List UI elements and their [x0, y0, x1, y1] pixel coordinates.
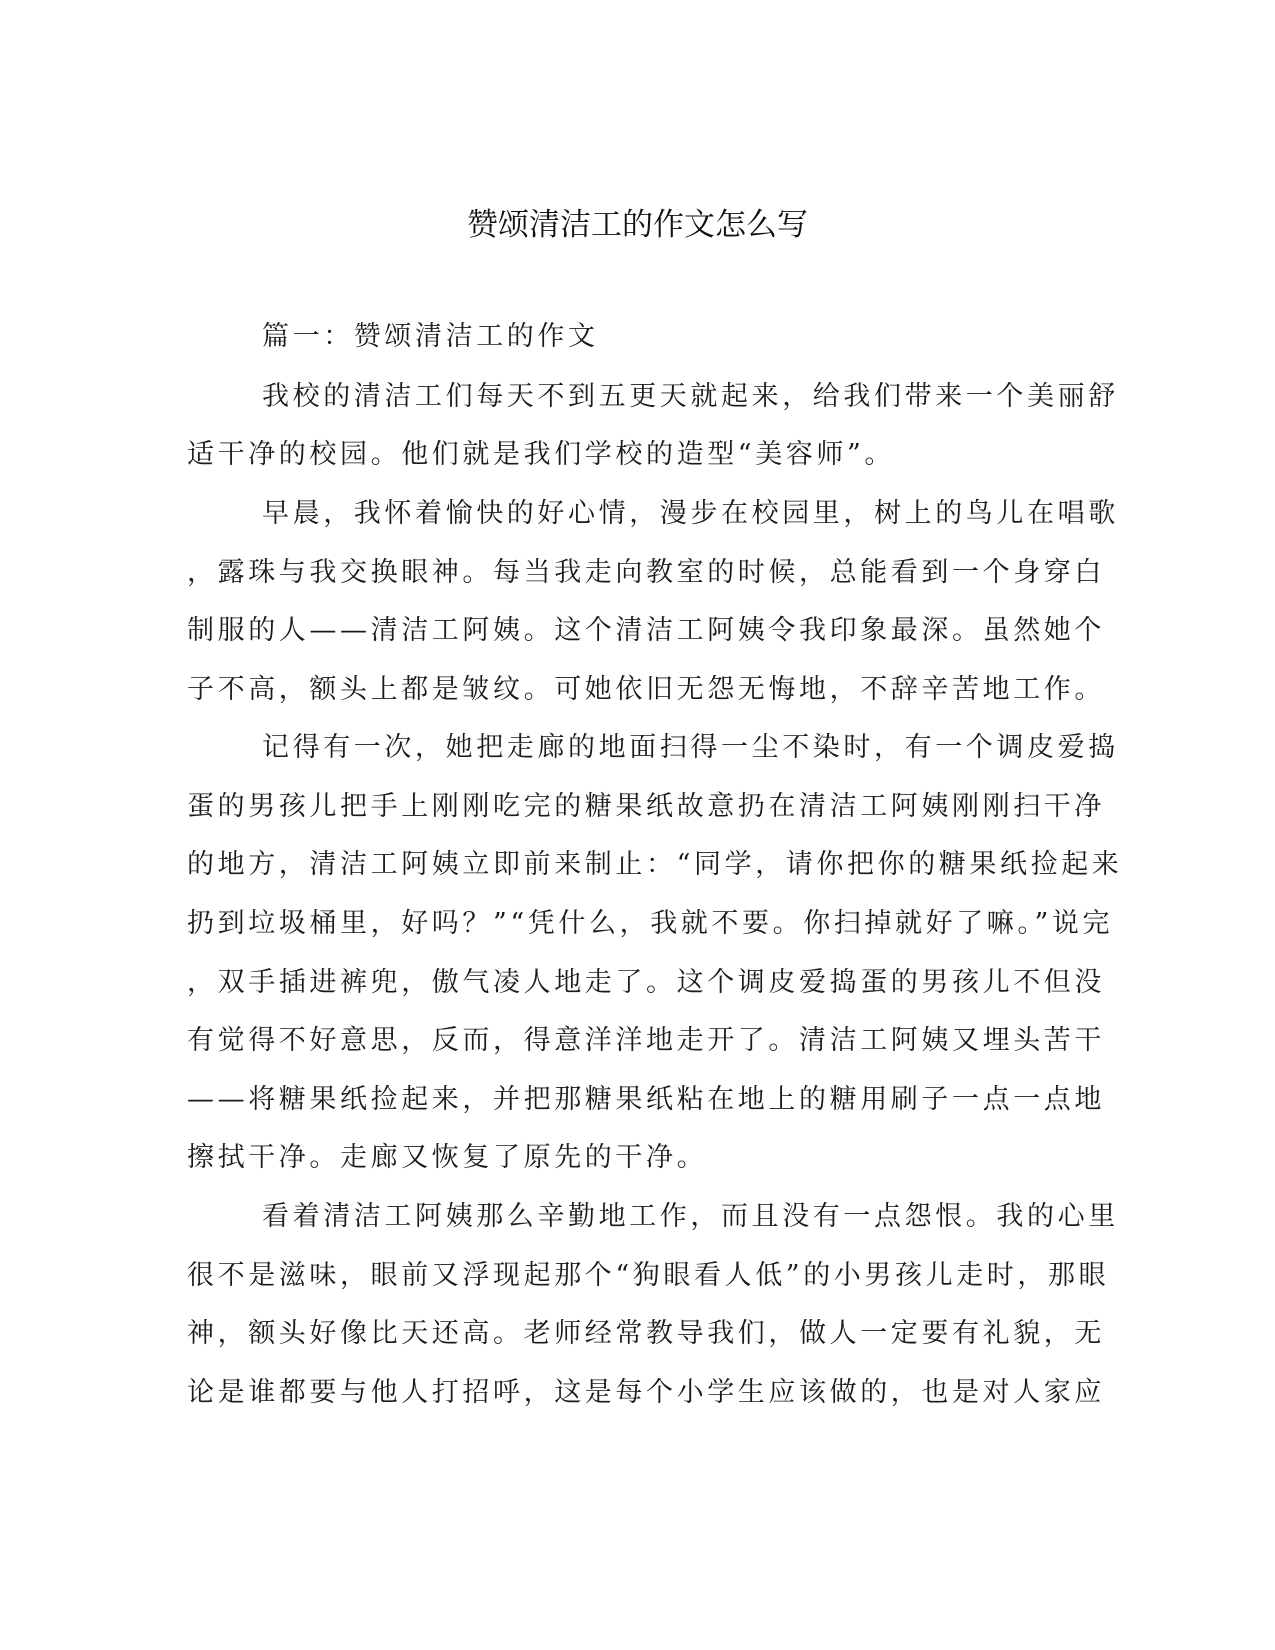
- text-line: 制服的人——清洁工阿姨。这个清洁工阿姨令我印象最深。虽然她个: [187, 615, 1105, 646]
- text-line: 扔到垃圾桶里，好吗？”“凭什么，我就不要。你扫掉就好了嘛。”说完: [187, 908, 1114, 939]
- document-title: 赞颂清洁工的作文怎么写: [467, 207, 808, 243]
- text-line: 子不高，额头上都是皱纹。可她依旧无怨无悔地，不辞辛苦地工作。: [187, 674, 1105, 705]
- text-line: 很不是滋味，眼前又浮现起那个“狗眼看人低”的小男孩儿走时，那眼: [187, 1260, 1110, 1291]
- text-line: 擦拭干净。走廊又恢复了原先的干净。: [187, 1142, 708, 1173]
- text-line: 看着清洁工阿姨那么辛勤地工作，而且没有一点怨恨。我的心里: [262, 1201, 1119, 1232]
- text-line: 论是谁都要与他人打招呼，这是每个小学生应该做的，也是对人家应: [187, 1377, 1105, 1408]
- text-line: 早晨，我怀着愉快的好心情，漫步在校园里，树上的鸟儿在唱歌: [262, 498, 1119, 529]
- text-line: 有觉得不好意思，反而，得意洋洋地走开了。清洁工阿姨又埋头苦干: [187, 1025, 1105, 1056]
- text-line: ——将糖果纸捡起来，并把那糖果纸粘在地上的糖用刷子一点一点地: [187, 1084, 1105, 1115]
- text-line: 的地方，清洁工阿姨立即前来制止：“同学，请你把你的糖果纸捡起来: [187, 849, 1123, 880]
- text-line: ，露珠与我交换眼神。每当我走向教室的时候，总能看到一个身穿白: [187, 557, 1105, 588]
- text-line: 我校的清洁工们每天不到五更天就起来，给我们带来一个美丽舒: [262, 381, 1119, 412]
- text-line: 神，额头好像比天还高。老师经常教导我们，做人一定要有礼貌，无: [187, 1318, 1105, 1349]
- text-line: ，双手插进裤兜，傲气凌人地走了。这个调皮爱捣蛋的男孩儿不但没: [187, 967, 1105, 998]
- section-heading: 篇一：赞颂清洁工的作文: [262, 321, 599, 352]
- text-line: 适干净的校园。他们就是我们学校的造型“美容师”。: [187, 439, 896, 470]
- text-line: 蛋的男孩儿把手上刚刚吃完的糖果纸故意扔在清洁工阿姨刚刚扫干净: [187, 791, 1105, 822]
- text-line: 记得有一次，她把走廊的地面扫得一尘不染时，有一个调皮爱捣: [262, 732, 1119, 763]
